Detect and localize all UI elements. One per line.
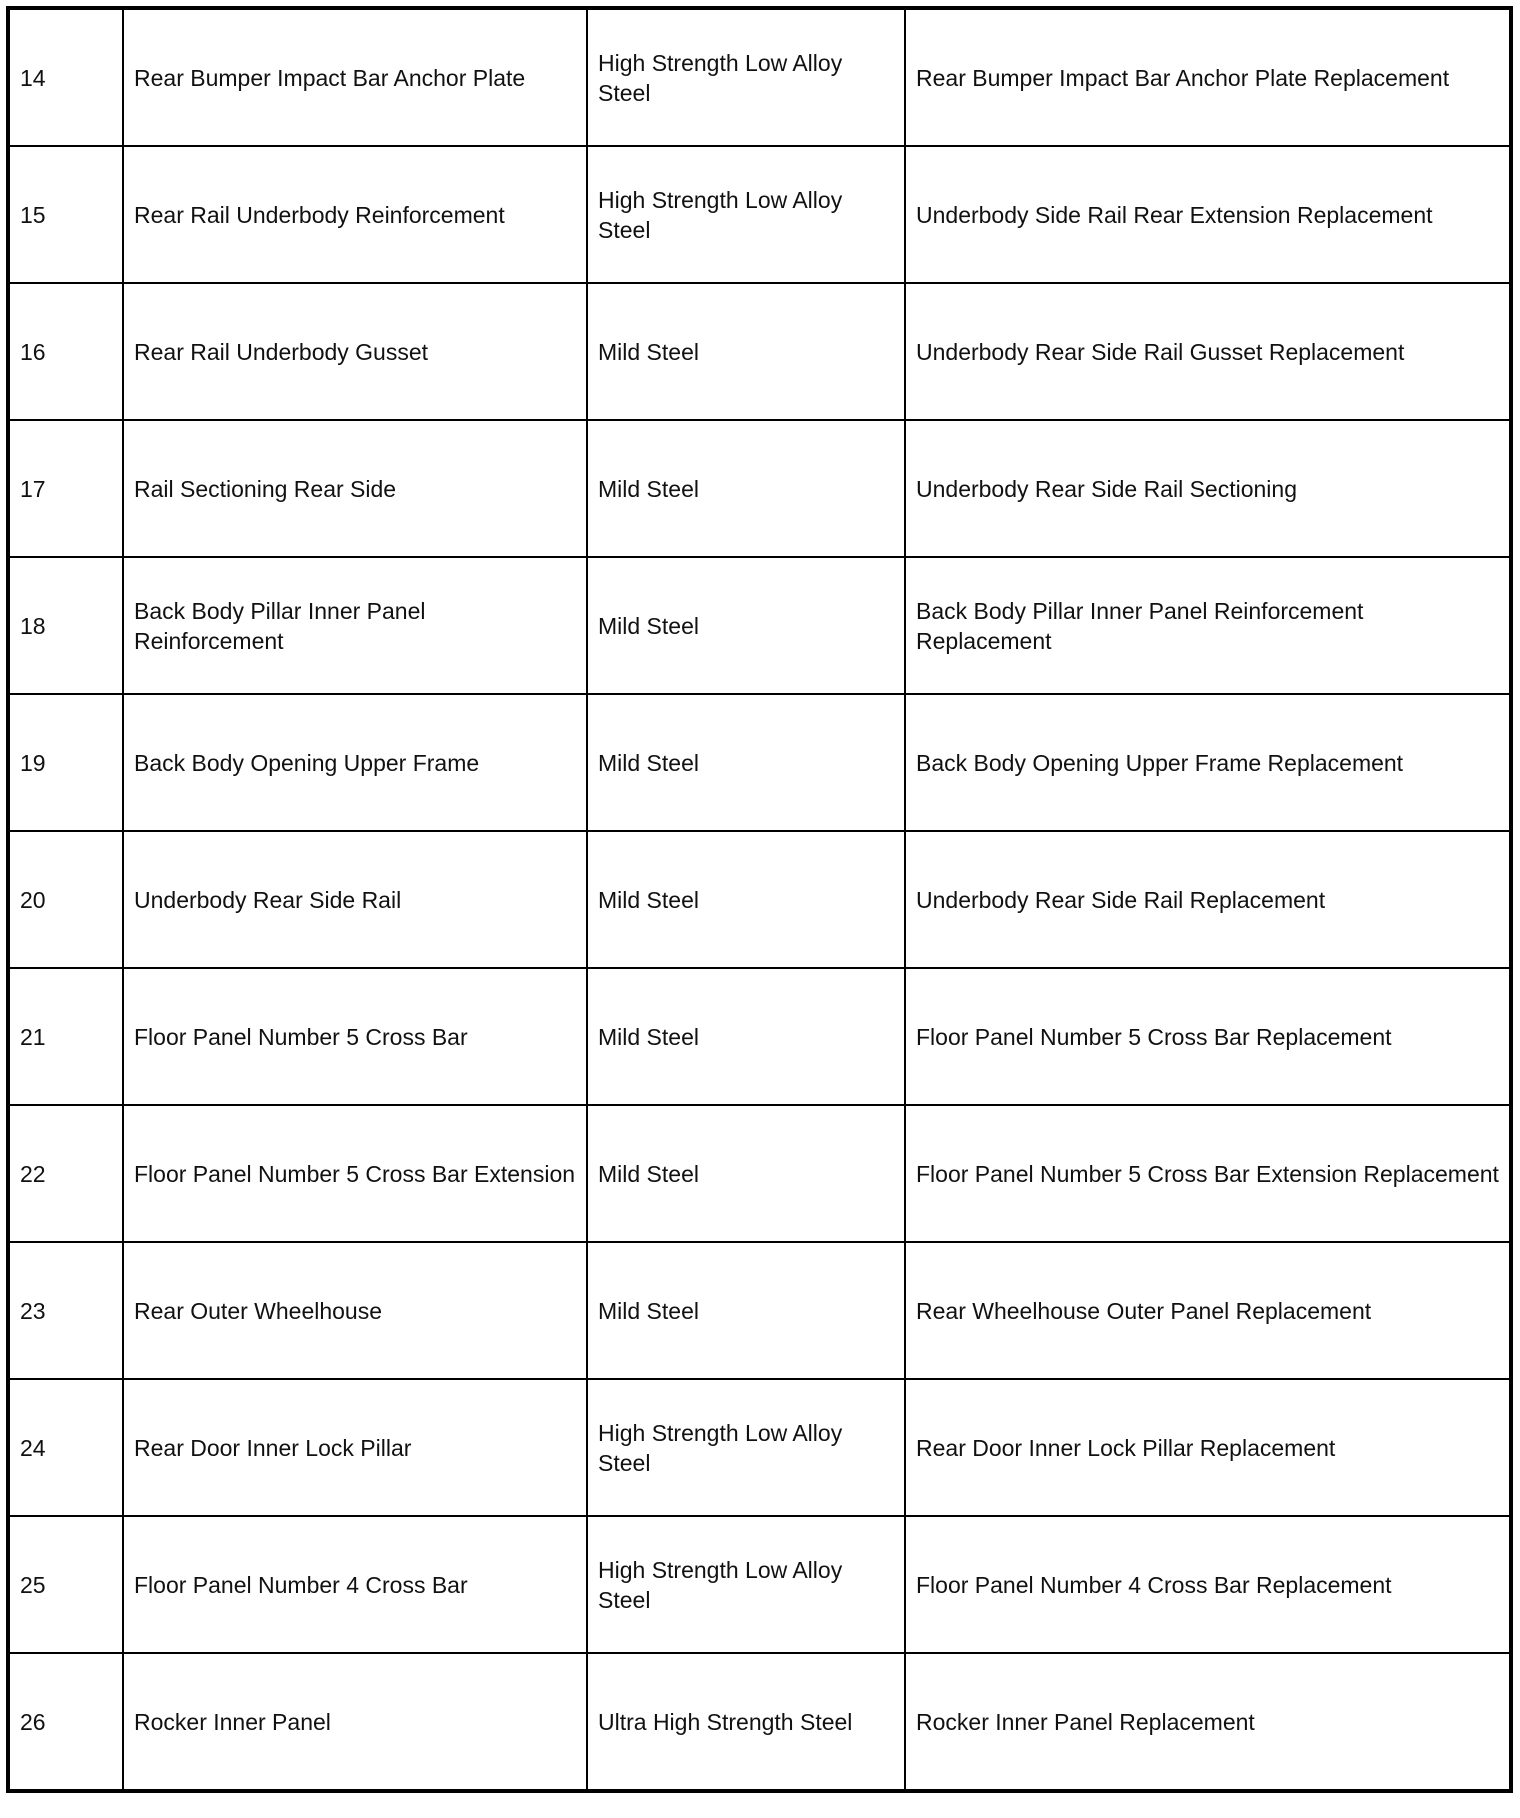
repair-procedure: Rear Door Inner Lock Pillar Replacement [905,1379,1511,1516]
material: High Strength Low Alloy Steel [587,146,905,283]
repair-procedure: Underbody Side Rail Rear Extension Replacement [905,146,1511,283]
table-row [8,283,1511,420]
row-number: 25 [8,1516,123,1653]
row-number: 23 [8,1242,123,1379]
material: Mild Steel [587,968,905,1105]
table-row [8,146,1511,283]
material: Mild Steel [587,831,905,968]
row-number: 20 [8,831,123,968]
material: High Strength Low Alloy Steel [587,1516,905,1653]
row-number: 22 [8,1105,123,1242]
table-row [8,1653,1511,1791]
repair-procedure: Underbody Rear Side Rail Gusset Replacement [905,283,1511,420]
material: Mild Steel [587,694,905,831]
row-number: 21 [8,968,123,1105]
table-row [8,694,1511,831]
repair-procedure: Floor Panel Number 5 Cross Bar Replacement [905,968,1511,1105]
part-name: Floor Panel Number 5 Cross Bar [123,968,587,1105]
parts-table [6,6,1513,1793]
repair-procedure: Rear Wheelhouse Outer Panel Replacement [905,1242,1511,1379]
material: Mild Steel [587,420,905,557]
table-row [8,831,1511,968]
material: Mild Steel [587,1105,905,1242]
repair-procedure: Underbody Rear Side Rail Replacement [905,831,1511,968]
material: Mild Steel [587,557,905,694]
part-name: Back Body Pillar Inner Panel Reinforcement [123,557,587,694]
row-number: 18 [8,557,123,694]
material: Mild Steel [587,283,905,420]
table-row [8,557,1511,694]
row-number: 26 [8,1653,123,1791]
part-name: Underbody Rear Side Rail [123,831,587,968]
part-name: Rear Rail Underbody Reinforcement [123,146,587,283]
repair-procedure: Underbody Rear Side Rail Sectioning [905,420,1511,557]
part-name: Floor Panel Number 4 Cross Bar [123,1516,587,1653]
repair-procedure: Floor Panel Number 5 Cross Bar Extension Replacement [905,1105,1511,1242]
part-name: Rear Bumper Impact Bar Anchor Plate [123,8,587,146]
row-number: 24 [8,1379,123,1516]
material: Mild Steel [587,1242,905,1379]
row-number: 17 [8,420,123,557]
table-row [8,968,1511,1105]
part-name: Back Body Opening Upper Frame [123,694,587,831]
table-row [8,8,1511,146]
material: Ultra High Strength Steel [587,1653,905,1791]
row-number: 14 [8,8,123,146]
part-name: Rail Sectioning Rear Side [123,420,587,557]
table-row [8,1242,1511,1379]
part-name: Rocker Inner Panel [123,1653,587,1791]
part-name: Rear Door Inner Lock Pillar [123,1379,587,1516]
repair-procedure: Back Body Pillar Inner Panel Reinforcement Replacement [905,557,1511,694]
row-number: 19 [8,694,123,831]
material: High Strength Low Alloy Steel [587,8,905,146]
repair-procedure: Back Body Opening Upper Frame Replacement [905,694,1511,831]
repair-procedure: Rocker Inner Panel Replacement [905,1653,1511,1791]
material: High Strength Low Alloy Steel [587,1379,905,1516]
part-name: Floor Panel Number 5 Cross Bar Extension [123,1105,587,1242]
row-number: 16 [8,283,123,420]
part-name: Rear Outer Wheelhouse [123,1242,587,1379]
row-number: 15 [8,146,123,283]
table-row [8,1516,1511,1653]
table-row [8,420,1511,557]
table-row [8,1379,1511,1516]
repair-procedure: Floor Panel Number 4 Cross Bar Replacement [905,1516,1511,1653]
repair-procedure: Rear Bumper Impact Bar Anchor Plate Replacement [905,8,1511,146]
part-name: Rear Rail Underbody Gusset [123,283,587,420]
table-row [8,1105,1511,1242]
